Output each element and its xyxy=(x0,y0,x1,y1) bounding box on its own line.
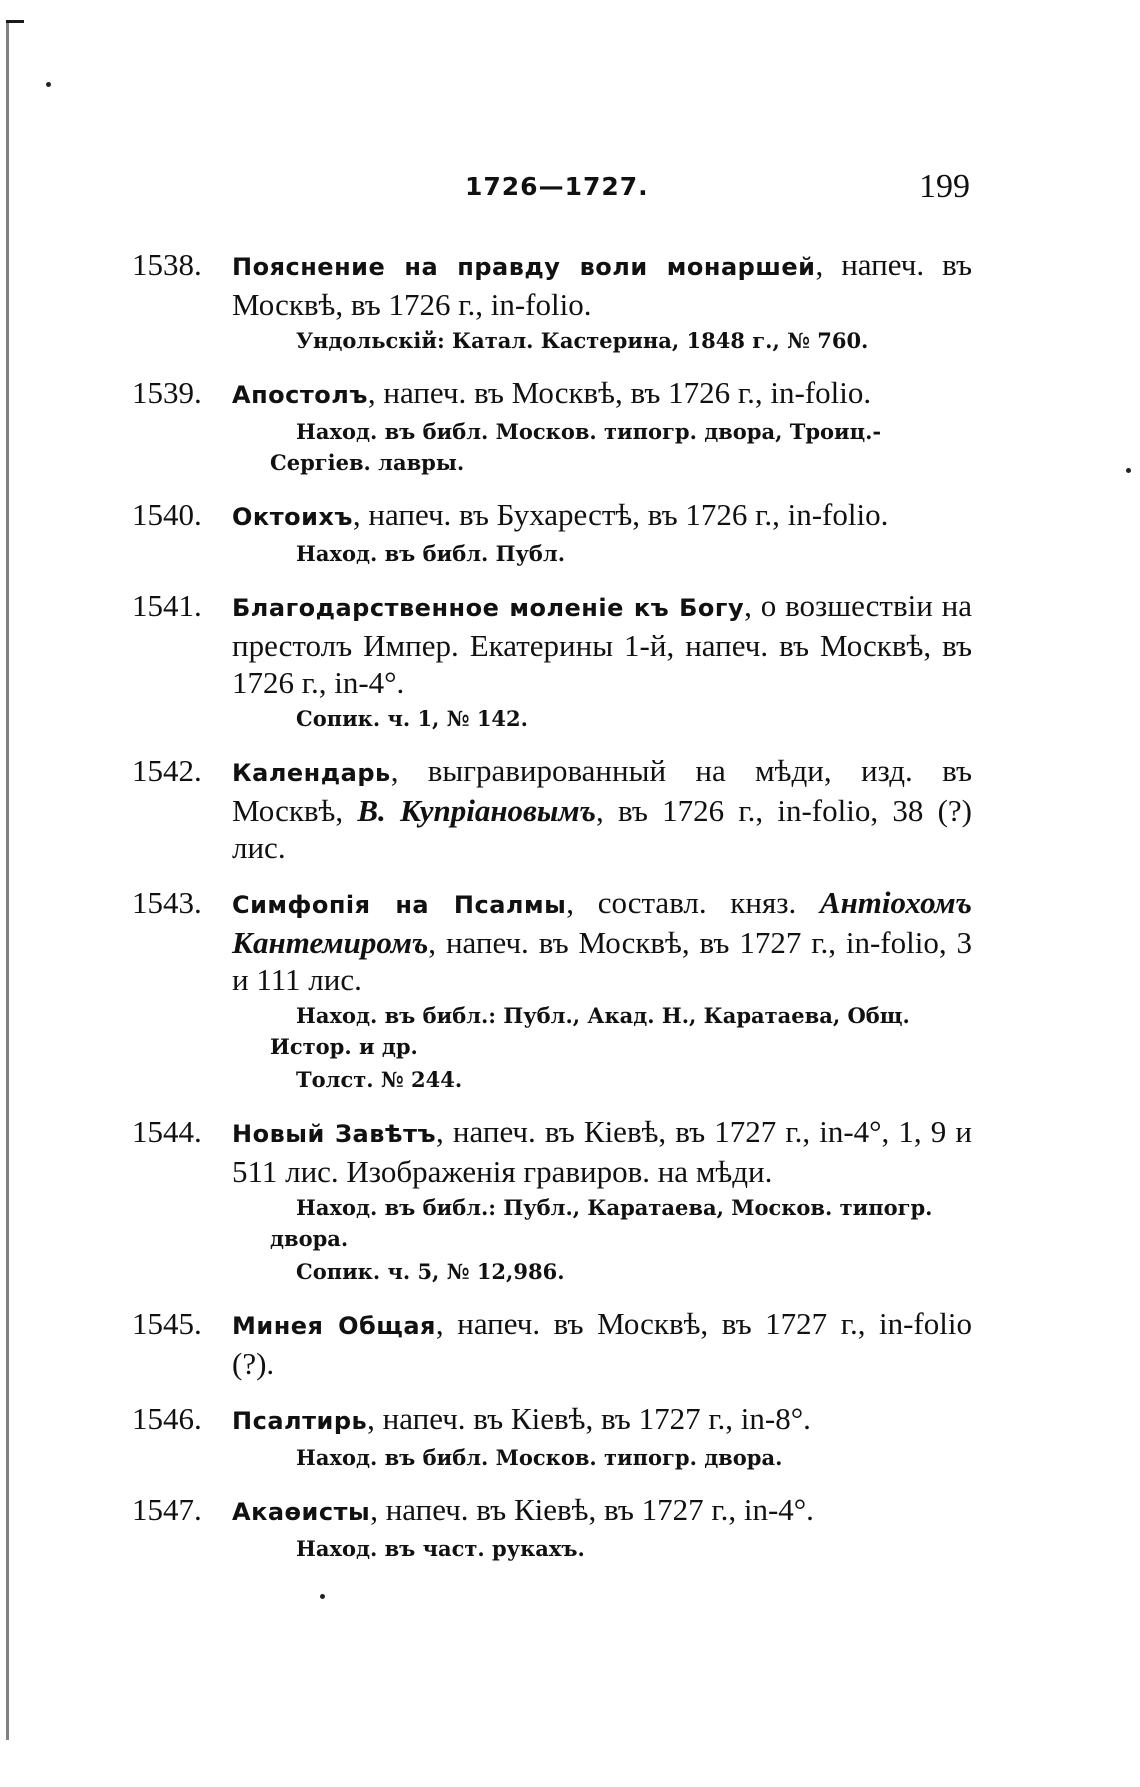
entry-1542 xyxy=(132,752,972,866)
page-number: 199 xyxy=(919,168,970,205)
entry-title: Акаѳисты xyxy=(232,1498,371,1526)
entry-description: , напеч. въ Кіевѣ, въ 1727 г., in-4°, 1, 9 и 511 лис. Изображенія гравиров. на мѣди. xyxy=(232,1114,972,1189)
entry-text xyxy=(232,587,972,701)
entry-description: , напеч. въ Бухарестѣ, въ 1726 г., in-folio. xyxy=(352,497,889,532)
entry-note: Наход. въ библ.: Публ., Акад. Н., Каратаева, Общ. Истор. и др. xyxy=(270,1003,910,1059)
entry-number: 1541. xyxy=(132,588,202,623)
entry-description: , напеч. въ Кіевѣ, въ 1727 г., in-4°. xyxy=(370,1492,814,1527)
entry-1544 xyxy=(132,1113,972,1287)
entry-title: Благодарственное моленіе къ Богу xyxy=(232,594,745,622)
entry-description: , напеч. въ Москвѣ, въ 1726 г., in-folio. xyxy=(232,247,972,322)
entry-number: 1539. xyxy=(132,375,202,410)
entry-1546 xyxy=(132,1400,972,1473)
scan-margin-line xyxy=(6,20,9,1740)
entry-1538 xyxy=(132,246,972,356)
entry-description-cont: , напеч. въ Москвѣ, въ 1727 г., in-folio, 3 и 111 лис. xyxy=(232,925,972,997)
entry-title: Пояснение на правду воли монаршей xyxy=(232,253,816,281)
entry-title: Псалтирь xyxy=(232,1407,368,1435)
entry-text xyxy=(232,246,972,323)
entry-number: 1542. xyxy=(132,753,202,788)
entry-title: Октоихъ xyxy=(232,503,353,531)
entry-note: Сопик. ч. 1, № 142. xyxy=(296,706,528,731)
entry-text xyxy=(232,1400,972,1440)
entry-publisher: В. Купріановымъ xyxy=(357,793,596,828)
scan-speck xyxy=(320,1594,325,1599)
entry-title: Симфопія на Псалмы xyxy=(232,891,567,919)
scan-margin-tick xyxy=(6,20,24,23)
entry-number: 1547. xyxy=(132,1492,202,1527)
entry-1541 xyxy=(132,587,972,734)
entry-text xyxy=(232,1491,972,1531)
entry-note: Наход. въ част. рукахъ. xyxy=(296,1536,585,1561)
running-head: 1726—1727. xyxy=(465,172,649,201)
scan-speck xyxy=(46,82,51,87)
entry-description-cont: , въ 1726 г., in-folio, 38 (?) лис. xyxy=(232,793,972,865)
entry-1547 xyxy=(132,1491,972,1564)
entry-text xyxy=(232,752,972,866)
entry-text xyxy=(232,374,972,414)
entry-note: Сопик. ч. 5, № 12,986. xyxy=(296,1259,565,1284)
entry-1540 xyxy=(132,496,972,569)
entry-text xyxy=(232,884,972,998)
entry-title: Апостолъ xyxy=(232,381,368,409)
entry-title: Календарь xyxy=(232,759,391,787)
entry-number: 1543. xyxy=(132,885,202,920)
entry-note: Ундольскій: Катал. Кастерина, 1848 г., № 760. xyxy=(296,328,869,353)
entry-description: , напеч. въ Москвѣ, въ 1727 г., in-folio (?). xyxy=(232,1306,972,1381)
entry-title: Минея Общая xyxy=(232,1312,436,1340)
entry-text xyxy=(232,1305,972,1382)
entry-description: , напеч. въ Кіевѣ, въ 1727 г., in-8°. xyxy=(367,1401,811,1436)
entry-title: Новый Завѣтъ xyxy=(232,1120,437,1148)
bibliography-entries xyxy=(132,246,972,1582)
entry-note: Наход. въ библ. Москов. типогр. двора, Троиц.-Сергіев. лавры. xyxy=(270,419,882,475)
entry-text xyxy=(232,496,972,536)
page-header xyxy=(135,168,970,212)
scan-speck xyxy=(1126,468,1131,473)
entry-number: 1546. xyxy=(132,1401,202,1436)
entry-note: Наход. въ библ. Москов. типогр. двора. xyxy=(296,1445,783,1470)
entry-description: , составл. княз. xyxy=(566,885,797,920)
entry-number: 1538. xyxy=(132,247,202,282)
entry-number: 1540. xyxy=(132,497,202,532)
entry-description: , напеч. въ Москвѣ, въ 1726 г., in-folio. xyxy=(367,375,872,410)
entry-number: 1545. xyxy=(132,1306,202,1341)
entry-description: , о возшествіи на престолъ Импер. Екатерины 1-й, напеч. въ Москвѣ, въ 1726 г., in-4°. xyxy=(232,588,972,700)
entry-number: 1544. xyxy=(132,1114,202,1149)
entry-note: Наход. въ библ. Публ. xyxy=(296,541,566,566)
entry-1545 xyxy=(132,1305,972,1382)
entry-1543 xyxy=(132,884,972,1095)
entry-text xyxy=(232,1113,972,1190)
entry-note: Толст. № 244. xyxy=(296,1067,463,1092)
entry-author: Антіохомъ Кантемиромъ xyxy=(232,885,972,960)
entry-1539 xyxy=(132,374,972,478)
entry-description: , выгравированный на мѣди, изд. въ Москвѣ, xyxy=(232,753,972,828)
entry-note: Наход. въ библ.: Публ., Каратаева, Москов. типогр. двора. xyxy=(270,1195,933,1251)
